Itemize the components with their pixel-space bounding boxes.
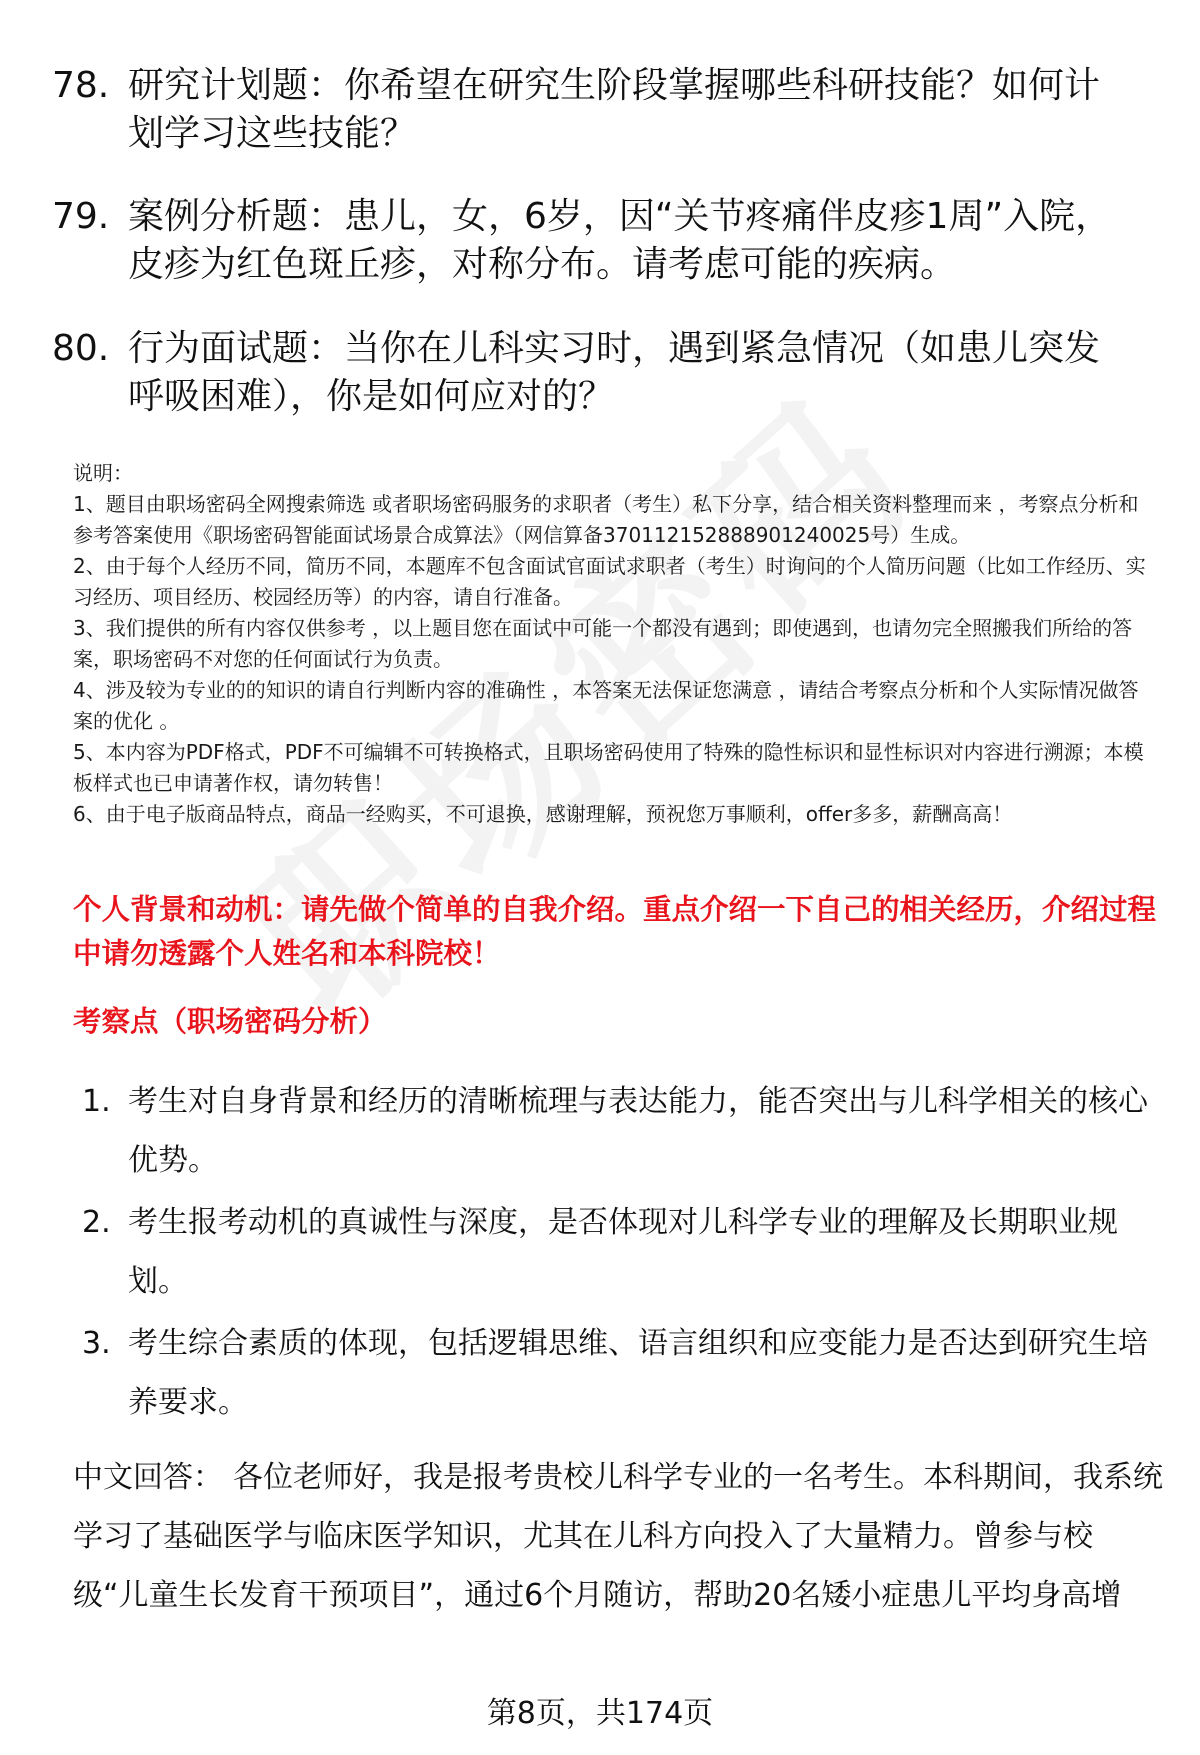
question-number: 78. xyxy=(52,65,110,106)
note-item-1: 1、题目由职场密码全网搜索筛选 或者职场密码服务的求职者（考生）私下分享，结合相关资料整理而来 ，考察点分析和参考答案使用《职场密码智能面试场景合成算法》（网信算备370112152888901240025号）生成。 xyxy=(73,492,1139,547)
point-text: 考生对自身背景和经历的清晰梳理与表达能力，能否突出与儿科学相关的核心优势。 xyxy=(128,1084,1148,1178)
question-number: 80. xyxy=(52,328,110,369)
notes-title: 说明： xyxy=(73,461,133,485)
question-80 xyxy=(52,325,1132,421)
note-item-4: 4、涉及较为专业的的知识的请自行判断内容的准确性 ，本答案无法保证您满意 ，请结合考察点分析和个人实际情况做答案的优化 。 xyxy=(73,678,1139,733)
point-text: 考生综合素质的体现，包括逻辑思维、语言组织和应变能力是否达到研究生培养要求。 xyxy=(128,1326,1148,1420)
point-number: 3. xyxy=(82,1326,111,1361)
question-text: 案例分析题：患儿，女，6岁，因“关节疼痛伴皮疹1周”入院，皮疹为红色斑丘疹，对称分布。请考虑可能的疾病。 xyxy=(128,196,1112,285)
question-number: 79. xyxy=(52,196,110,237)
question-text: 行为面试题：当你在儿科实习时，遇到紧急情况（如患儿突发呼吸困难），你是如何应对的？ xyxy=(128,328,1101,417)
note-item-5: 5、本内容为PDF格式，PDF不可编辑不可转换格式，且职场密码使用了特殊的隐性标识和显性标识对内容进行溯源；本模板样式也已申请著作权，请勿转售！ xyxy=(73,740,1144,795)
page-footer: 第8页，共174页 xyxy=(486,1696,714,1731)
analysis-heading: 考察点（职场密码分析） xyxy=(73,1005,387,1038)
question-text: 研究计划题：你希望在研究生阶段掌握哪些科研技能？如何计划学习这些技能？ xyxy=(128,65,1101,154)
question-78 xyxy=(52,62,1132,158)
notes-section xyxy=(73,458,1158,830)
analysis-point xyxy=(82,1314,1152,1432)
note-item-6: 6、由于电子版商品特点，商品一经购买，不可退换，感谢理解，预祝您万事顺利，offer多多，薪酬高高！ xyxy=(73,802,1013,826)
point-number: 1. xyxy=(82,1084,111,1119)
note-item-2: 2、由于每个人经历不同，简历不同，本题库不包含面试官面试求职者（考生）时询问的个人简历问题（比如工作经历、实习经历、项目经历、校园经历等）的内容，请自行准备。 xyxy=(73,554,1146,609)
question-79 xyxy=(52,193,1132,289)
point-text: 考生报考动机的真诚性与深度，是否体现对儿科学专业的理解及长期职业规划。 xyxy=(128,1205,1118,1299)
analysis-point xyxy=(82,1193,1152,1311)
point-number: 2. xyxy=(82,1205,111,1240)
answer-text: 各位老师好，我是报考贵校儿科学专业的一名考生。本科期间，我系统学习了基础医学与临床医学知识，尤其在儿科方向投入了大量精力。曾参与校级“儿童生长发育干预项目”，通过6个月随访，帮助20名矮小症患儿平均身高增 xyxy=(73,1460,1163,1613)
answer-section xyxy=(73,1448,1163,1625)
analysis-points xyxy=(82,1072,1152,1435)
answer-label: 中文回答： xyxy=(73,1460,223,1495)
highlight-question: 个人背景和动机：请先做个简单的自我介绍。重点介绍一下自己的相关经历，介绍过程中请勿透露个人姓名和本科院校！ xyxy=(73,893,1157,970)
analysis-point xyxy=(82,1072,1152,1190)
note-item-3: 3、我们提供的所有内容仅供参考 ，以上题目您在面试中可能一个都没有遇到；即使遇到，也请勿完全照搬我们所给的答案，职场密码不对您的任何面试行为负责。 xyxy=(73,616,1133,671)
